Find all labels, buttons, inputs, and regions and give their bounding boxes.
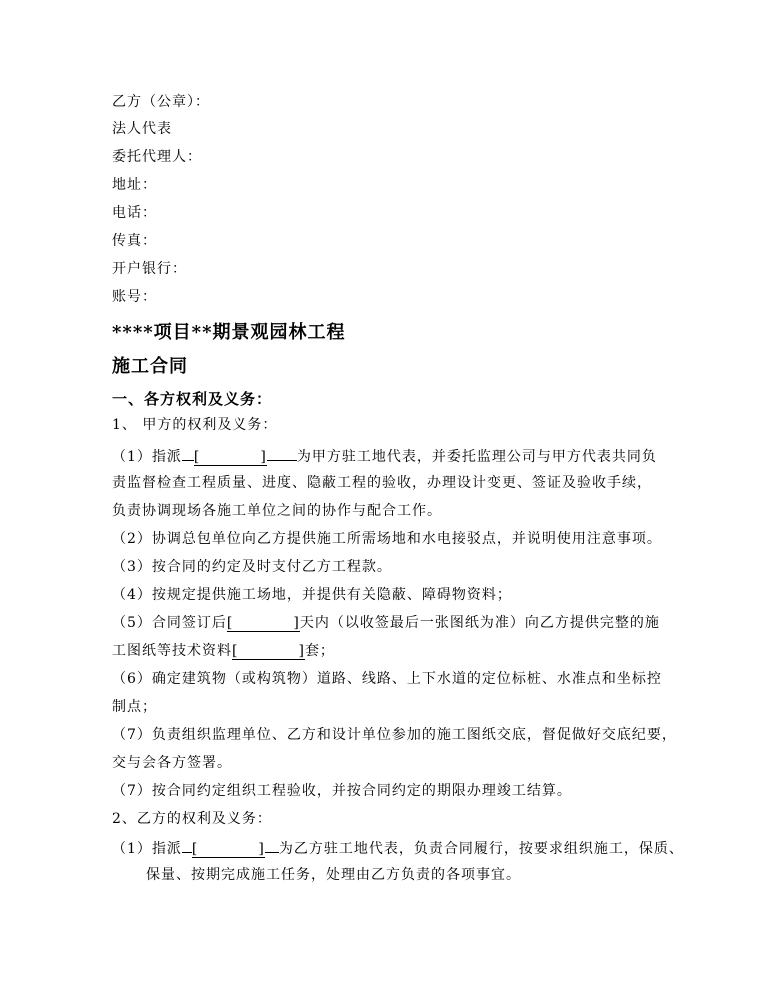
party-b-address: 地址： xyxy=(112,177,157,193)
clause-a1-line3: 负责协调现场各施工单位之间的协作与配合工作。 xyxy=(112,503,442,519)
days-blank[interactable]: [ ] xyxy=(226,615,300,631)
contract-title-line2: 施工合同 xyxy=(112,356,188,377)
clause-a5-line2-prefix: 工图纸等技术资料 xyxy=(112,643,232,659)
clause-a5-line1 xyxy=(112,614,660,632)
clause-a7-line1: （7）负责组织监理单位、乙方和设计单位参加的施工图纸交底，督促做好交底纪要， xyxy=(112,727,677,743)
blank-underline xyxy=(265,838,279,853)
party-b-agent: 委托代理人： xyxy=(112,149,202,165)
clause-a1-suffix: 为甲方驻工地代表，并委托监理公司与甲方代表共同负 xyxy=(296,449,657,465)
party-b-subheading: 2、乙方的权利及义务： xyxy=(112,811,272,827)
clause-a1-prefix: （1）指派 xyxy=(112,449,182,465)
party-b-account: 账号： xyxy=(112,289,157,305)
clause-a2: （2）协调总包单位向乙方提供施工所需场地和水电接驳点，并说明使用注意事项。 xyxy=(112,531,662,547)
clause-a1-line1 xyxy=(112,446,657,466)
clause-a4: （4）按规定提供施工场地，并提供有关隐蔽、障碍物资料； xyxy=(112,587,512,603)
clause-a5-line2 xyxy=(112,642,335,660)
clause-a5-suffix: 天内（以收签最后一张图纸为准）向乙方提供完整的施 xyxy=(299,615,660,631)
clause-b1-suffix: 为乙方驻工地代表，负责合同履行，按要求组织施工，保质、 xyxy=(278,841,684,857)
section-heading: 一、各方权利及义务： xyxy=(112,390,273,408)
blank-underline xyxy=(182,446,194,461)
contract-title-line1: ****项目**期景观园林工程 xyxy=(112,322,346,343)
clause-b1-line1 xyxy=(112,838,684,858)
clause-a1-line2: 责监督检查工程质量、进度、隐蔽工程的验收，办理设计变更、签证及验收手续， xyxy=(112,475,652,491)
blank-underline xyxy=(267,446,297,461)
clause-a5-line2-suffix: 套； xyxy=(304,643,335,659)
party-b-phone: 电话： xyxy=(112,205,157,221)
party-b-legal-rep: 法人代表 xyxy=(112,121,172,137)
clause-b1-prefix: （1）指派 xyxy=(112,841,182,857)
blank-underline xyxy=(182,838,192,853)
clause-a6-line2: 制点； xyxy=(112,699,157,715)
party-b-bank: 开户银行： xyxy=(112,261,187,277)
party-a-subheading: 1、 甲方的权利及义务： xyxy=(112,417,278,433)
sets-blank[interactable]: [ ] xyxy=(232,643,305,659)
clause-a6-line1: （6）确定建筑物（或构筑物）道路、线路、上下水道的定位标桩、水准点和坐标控 xyxy=(112,671,662,687)
clause-a5-prefix: （5）合同签订后 xyxy=(112,615,227,631)
party-b-seal: 乙方（公章）： xyxy=(112,94,210,110)
clause-a3: （3）按合同的约定及时支付乙方工程款。 xyxy=(112,559,392,575)
clause-b1-line2: 保量、按期完成施工任务，处理由乙方负责的各项事宜。 xyxy=(146,867,521,883)
b-rep-name-blank[interactable]: [ ] xyxy=(191,841,265,857)
party-b-fax: 传真： xyxy=(112,233,157,249)
clause-a8: （7）按合同约定组织工程验收，并按合同约定的期限办理竣工结算。 xyxy=(112,783,572,799)
clause-a7-line2: 交与会各方签署。 xyxy=(112,755,232,771)
rep-name-blank[interactable]: [ ] xyxy=(193,449,267,465)
